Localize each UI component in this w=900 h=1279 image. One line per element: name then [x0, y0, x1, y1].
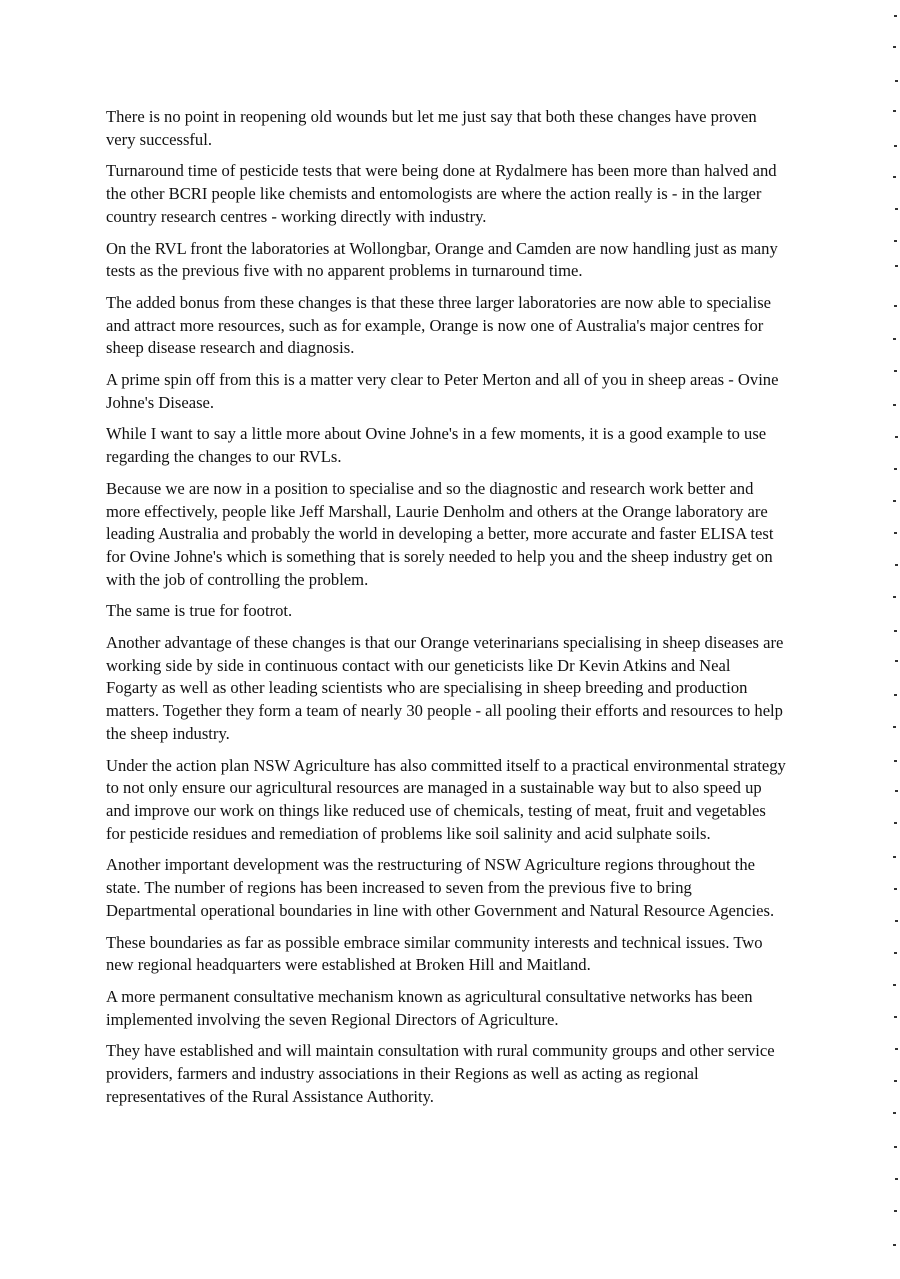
scan-mark	[894, 952, 897, 954]
scan-mark	[894, 532, 897, 534]
scan-mark	[895, 564, 898, 566]
scan-mark	[893, 338, 896, 340]
scan-mark	[894, 1210, 897, 1212]
scan-mark	[895, 265, 898, 267]
scan-mark	[895, 920, 898, 922]
paragraph-1: There is no point in reopening old wounds but let me just say that both these changes have proven very successful.	[106, 107, 757, 149]
scan-mark	[894, 145, 897, 147]
scan-mark	[893, 726, 896, 728]
scan-mark	[895, 436, 898, 438]
scan-mark	[893, 110, 896, 112]
scan-mark	[893, 984, 896, 986]
scan-mark	[894, 468, 897, 470]
scan-mark	[894, 760, 897, 762]
scan-mark	[895, 790, 898, 792]
scan-mark	[893, 404, 896, 406]
paragraph-6: While I want to say a little more about Ovine Johne's in a few moments, it is a good example to use regarding the changes to our RVLs.	[106, 424, 767, 467]
paragraph-2: Turnaround time of pesticide tests that were being done at Rydalmere has been more than halved and the other BCRI people like chemists and entomologists are where the action really is - in the larger country research centres - working directly with industry.	[106, 161, 777, 226]
scan-mark	[894, 888, 897, 890]
paragraph-5: A prime spin off from this is a matter very clear to Peter Merton and all of you in sheep areas - Ovine Johne's Disease.	[106, 370, 779, 412]
document-body	[106, 106, 786, 1117]
scan-mark	[893, 856, 896, 858]
paragraph-11: Another important development was the restructuring of NSW Agriculture regions throughout the state. The number of regions has been increased to seven from the previous five to bring Departmental operational boundaries in line with other Government and Natural Resource Agencies.	[106, 855, 775, 920]
paragraph-7: Because we are now in a position to specialise and so the diagnostic and research work better and more effectively, people like Jeff Marshall, Laurie Denholm and others at the Orange laboratory are leading Australia and probably the world in developing a better, more accurate and faster ELISA test for Ovine Johne's which is something that is sorely needed to help you and the sheep industry get on with the job of controlling the problem.	[106, 478, 774, 589]
scan-mark	[895, 660, 898, 662]
scan-mark	[894, 240, 897, 242]
scan-mark	[895, 1048, 898, 1050]
scan-mark	[893, 176, 896, 178]
paragraph-3: On the RVL front the laboratories at Wollongbar, Orange and Camden are now handling just as many tests as the previous five with no apparent problems in turnaround time.	[106, 238, 778, 281]
paragraph-12: These boundaries as far as possible embrace similar community interests and technical issues. Two new regional headquarters were established at Broken Hill and Maitland.	[106, 932, 763, 975]
scan-mark	[895, 208, 898, 210]
paragraph-10: Under the action plan NSW Agriculture has also committed itself to a practical environmental strategy to not only ensure our agricultural resources are managed in a sustainable way but to also speed up and improve our work on things like reduced use of chemicals, testing of meat, fruit and vegetables for pesticide residues and remediation of problems like soil salinity and acid sulphate soils.	[106, 755, 786, 843]
scan-mark	[893, 596, 896, 598]
scan-mark	[893, 500, 896, 502]
scan-mark	[894, 1080, 897, 1082]
scan-mark	[893, 46, 896, 48]
scan-mark	[894, 370, 897, 372]
scan-mark	[895, 1178, 898, 1180]
scan-mark	[895, 80, 898, 82]
paragraph-4: The added bonus from these changes is that these three larger laboratories are now able to specialise and attract more resources, such as for example, Orange is now one of Australia's major centres for sheep disease research and diagnosis.	[106, 292, 772, 358]
scan-mark	[894, 15, 897, 17]
paragraph-9: Another advantage of these changes is that our Orange veterinarians specialising in sheep diseases are working side by side in continuous contact with our geneticists like Dr Kevin Atkins and Neal Fogarty as well as other leading scientists who are specialising in sheep breeding and production matters. Together they form a team of nearly 30 people - all pooling their efforts and resources to help the sheep industry.	[106, 633, 784, 743]
scan-mark	[894, 1146, 897, 1148]
scan-mark	[894, 630, 897, 632]
scan-mark	[894, 822, 897, 824]
scan-mark	[894, 694, 897, 696]
scan-mark	[894, 305, 897, 307]
paragraph-14: They have established and will maintain consultation with rural community groups and other service providers, farmers and industry associations in their Regions as well as acting as regional representatives of the Rural Assistance Authority.	[106, 1041, 775, 1106]
scan-edge-marks	[890, 0, 900, 1279]
scan-mark	[894, 1016, 897, 1018]
scan-mark	[893, 1112, 896, 1114]
paragraph-13: A more permanent consultative mechanism known as agricultural consultative networks has been implemented involving the seven Regional Directors of Agriculture.	[106, 986, 753, 1029]
paragraph-8: The same is true for footrot.	[106, 601, 293, 621]
scan-mark	[893, 1244, 896, 1246]
